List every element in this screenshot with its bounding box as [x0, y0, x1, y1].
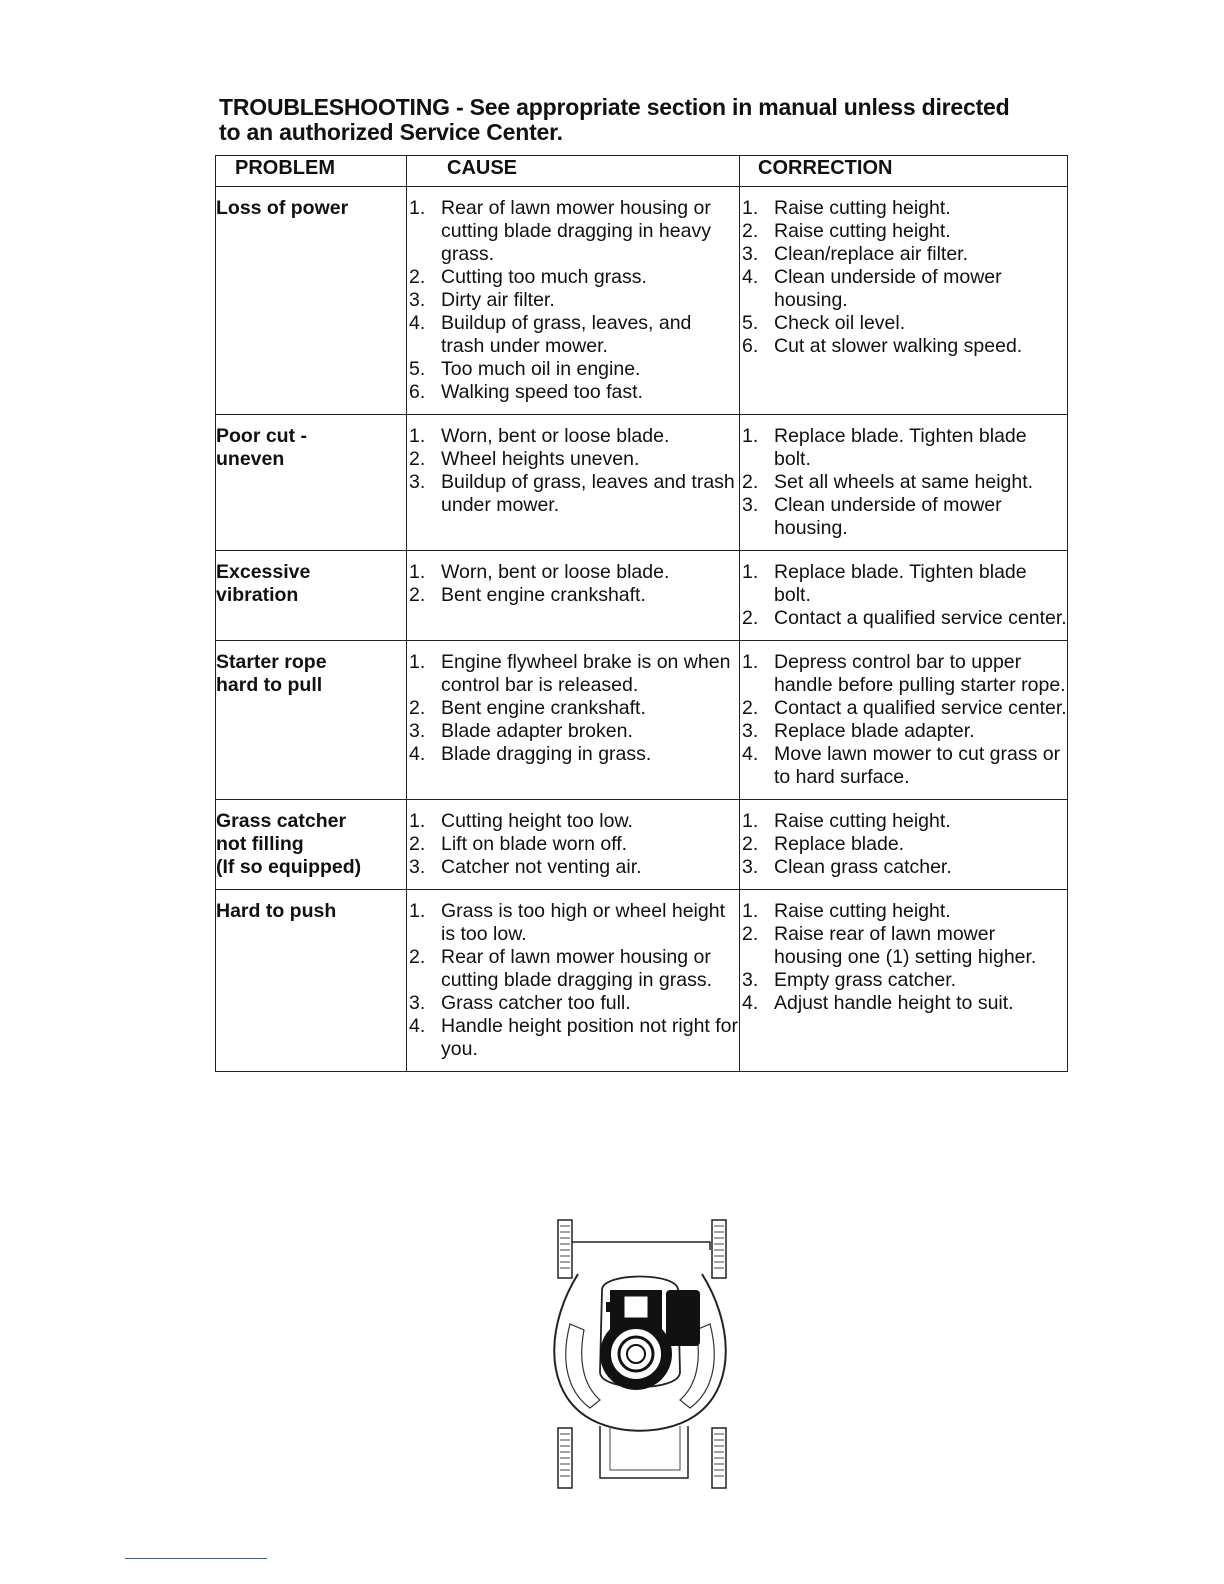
troubleshooting-table	[215, 155, 1068, 1072]
correction-item	[740, 923, 1067, 969]
correction-number: 1.	[742, 651, 759, 673]
cause-text: Engine flywheel brake is on when control bar is released.	[441, 651, 731, 696]
cause-item	[407, 743, 739, 766]
rear-left-wheel-icon	[558, 1220, 572, 1278]
correction-number: 1.	[742, 900, 759, 922]
cause-text: Catcher not venting air.	[441, 856, 642, 878]
correction-number: 2.	[742, 833, 759, 855]
cause-text: Rear of lawn mower housing or cutting blade dragging in heavy grass.	[441, 197, 711, 265]
lawn-mower-illustration	[540, 1212, 740, 1494]
correction-number: 1.	[742, 197, 759, 219]
cause-item	[407, 381, 739, 404]
problem-label: uneven	[216, 448, 285, 470]
cause-cell	[407, 551, 740, 641]
cause-number: 1.	[409, 197, 426, 219]
cause-item	[407, 358, 739, 381]
correction-item	[740, 810, 1067, 833]
cause-item	[407, 651, 739, 697]
cause-item	[407, 1015, 739, 1061]
correction-text: Clean/replace air filter.	[774, 243, 969, 265]
correction-item	[740, 651, 1067, 697]
correction-number: 4.	[742, 992, 759, 1014]
cause-number: 4.	[409, 312, 426, 334]
correction-item	[740, 743, 1067, 789]
problem-label: hard to pull	[216, 674, 323, 696]
table-header	[216, 156, 1068, 187]
correction-text: Raise cutting height.	[774, 810, 951, 832]
cause-number: 2.	[409, 584, 426, 606]
correction-number: 3.	[742, 720, 759, 742]
correction-number: 2.	[742, 697, 759, 719]
correction-number: 2.	[742, 607, 759, 629]
cause-item	[407, 946, 739, 992]
cause-item	[407, 448, 739, 471]
cause-item	[407, 810, 739, 833]
cause-text: Too much oil in engine.	[441, 358, 641, 380]
correction-text: Depress control bar to upper handle before pulling starter rope.	[774, 651, 1066, 696]
cause-number: 1.	[409, 561, 426, 583]
header-row	[216, 156, 1068, 187]
cause-item	[407, 720, 739, 743]
problem-header: PROBLEM	[216, 156, 407, 187]
correction-text: Check oil level.	[774, 312, 906, 334]
problem-label: Loss of power	[216, 197, 349, 219]
correction-item	[740, 425, 1067, 471]
correction-text: Clean underside of mower housing.	[774, 266, 1002, 311]
cause-text: Lift on blade worn off.	[441, 833, 628, 855]
correction-number: 3.	[742, 856, 759, 878]
correction-number: 4.	[742, 743, 759, 765]
correction-text: Clean grass catcher.	[774, 856, 952, 878]
cause-text: Blade dragging in grass.	[441, 743, 652, 765]
correction-number: 3.	[742, 243, 759, 265]
problem-label: Hard to push	[216, 900, 337, 922]
correction-item	[740, 494, 1067, 540]
correction-item	[740, 243, 1067, 266]
correction-number: 1.	[742, 810, 759, 832]
problem-label: vibration	[216, 584, 299, 606]
correction-number: 1.	[742, 425, 759, 447]
correction-item	[740, 697, 1067, 720]
cause-item	[407, 856, 739, 879]
table-row	[216, 187, 1068, 415]
cause-cell	[407, 800, 740, 890]
correction-cell	[740, 800, 1068, 890]
correction-item	[740, 856, 1067, 879]
correction-item	[740, 561, 1067, 607]
problem-cell	[216, 800, 407, 890]
correction-text: Raise cutting height.	[774, 197, 951, 219]
cause-item	[407, 584, 739, 607]
correction-number: 2.	[742, 471, 759, 493]
cause-text: Grass catcher too full.	[441, 992, 631, 1014]
correction-number: 6.	[742, 335, 759, 357]
cause-item	[407, 266, 739, 289]
cause-number: 2.	[409, 266, 426, 288]
problem-cell	[216, 890, 407, 1072]
correction-cell	[740, 551, 1068, 641]
problem-cell	[216, 551, 407, 641]
correction-number: 1.	[742, 561, 759, 583]
correction-number: 3.	[742, 494, 759, 516]
correction-item	[740, 266, 1067, 312]
cause-text: Walking speed too fast.	[441, 381, 643, 403]
cause-text: Buildup of grass, leaves, and trash under mower.	[441, 312, 692, 357]
title-line-1: TROUBLESHOOTING - See appropriate section in manual unless directed	[219, 94, 1010, 120]
cause-text: Grass is too high or wheel height is too low.	[441, 900, 725, 945]
table-row	[216, 551, 1068, 641]
cause-item	[407, 289, 739, 312]
correction-text: Cut at slower walking speed.	[774, 335, 1023, 357]
cause-item	[407, 197, 739, 266]
cause-number: 5.	[409, 358, 426, 380]
cause-text: Cutting too much grass.	[441, 266, 647, 288]
correction-item	[740, 900, 1067, 923]
correction-item	[740, 312, 1067, 335]
correction-item	[740, 220, 1067, 243]
cause-number: 1.	[409, 425, 426, 447]
correction-text: Raise cutting height.	[774, 900, 951, 922]
correction-item	[740, 197, 1067, 220]
problem-cell	[216, 415, 407, 551]
cause-text: Blade adapter broken.	[441, 720, 633, 742]
problem-label: Poor cut -	[216, 425, 307, 447]
cause-number: 3.	[409, 289, 426, 311]
cause-number: 2.	[409, 833, 426, 855]
problem-label: not filling	[216, 833, 304, 855]
correction-text: Replace blade.	[774, 833, 905, 855]
correction-text: Contact a qualified service center.	[774, 607, 1067, 629]
cause-text: Handle height position not right for you.	[441, 1015, 739, 1060]
correction-text: Clean underside of mower housing.	[774, 494, 1002, 539]
correction-cell	[740, 641, 1068, 800]
cause-text: Bent engine crankshaft.	[441, 697, 646, 719]
cause-cell	[407, 415, 740, 551]
problem-cell	[216, 641, 407, 800]
cause-item	[407, 900, 739, 946]
correction-text: Raise cutting height.	[774, 220, 951, 242]
correction-item	[740, 969, 1067, 992]
cause-item	[407, 425, 739, 448]
cause-item	[407, 697, 739, 720]
correction-text: Move lawn mower to cut grass or to hard surface.	[774, 743, 1061, 788]
problem-label: Starter rope	[216, 651, 327, 673]
problem-label: Excessive	[216, 561, 311, 583]
cause-text: Worn, bent or loose blade.	[441, 561, 670, 583]
correction-item	[740, 833, 1067, 856]
cause-number: 1.	[409, 651, 426, 673]
correction-text: Replace blade. Tighten blade bolt.	[774, 561, 1027, 606]
problem-label: (If so equipped)	[216, 856, 362, 878]
cause-text: Rear of lawn mower housing or cutting blade dragging in grass.	[441, 946, 713, 991]
cause-text: Bent engine crankshaft.	[441, 584, 646, 606]
correction-item	[740, 720, 1067, 743]
cause-item	[407, 992, 739, 1015]
correction-text: Raise rear of lawn mower housing one (1) setting higher.	[774, 923, 1037, 968]
cause-cell	[407, 641, 740, 800]
problem-cell	[216, 187, 407, 415]
cause-number: 3.	[409, 471, 426, 493]
table-row	[216, 800, 1068, 890]
cause-number: 1.	[409, 900, 426, 922]
correction-number: 2.	[742, 923, 759, 945]
cause-cell	[407, 187, 740, 415]
cause-text: Cutting height too low.	[441, 810, 633, 832]
table-body	[216, 187, 1068, 1072]
correction-text: Contact a qualified service center.	[774, 697, 1067, 719]
cause-number: 3.	[409, 856, 426, 878]
cause-item	[407, 471, 739, 517]
cause-number: 4.	[409, 743, 426, 765]
cause-number: 6.	[409, 381, 426, 403]
correction-text: Set all wheels at same height.	[774, 471, 1034, 493]
cause-number: 3.	[409, 992, 426, 1014]
cause-number: 2.	[409, 697, 426, 719]
cause-text: Buildup of grass, leaves and trash under mower.	[441, 471, 735, 516]
correction-text: Empty grass catcher.	[774, 969, 957, 991]
correction-cell	[740, 890, 1068, 1072]
cause-number: 4.	[409, 1015, 426, 1037]
correction-item	[740, 471, 1067, 494]
table-row	[216, 641, 1068, 800]
table-row	[216, 415, 1068, 551]
cause-number: 2.	[409, 946, 426, 968]
table-row	[216, 890, 1068, 1072]
cause-number: 3.	[409, 720, 426, 742]
cause-item	[407, 561, 739, 584]
correction-text: Replace blade adapter.	[774, 720, 975, 742]
cause-item	[407, 312, 739, 358]
cause-item	[407, 833, 739, 856]
cause-text: Dirty air filter.	[441, 289, 555, 311]
correction-number: 2.	[742, 220, 759, 242]
title-line-2: to an authorized Service Center.	[219, 119, 563, 145]
problem-label: Grass catcher	[216, 810, 347, 832]
cause-text: Wheel heights uneven.	[441, 448, 640, 470]
correction-number: 4.	[742, 266, 759, 288]
rear-right-wheel-icon	[712, 1220, 726, 1278]
cause-number: 1.	[409, 810, 426, 832]
cause-text: Worn, bent or loose blade.	[441, 425, 670, 447]
correction-item	[740, 992, 1067, 1015]
correction-text: Replace blade. Tighten blade bolt.	[774, 425, 1027, 470]
correction-item	[740, 335, 1067, 358]
cause-header: CAUSE	[407, 156, 740, 187]
cause-number: 2.	[409, 448, 426, 470]
correction-item	[740, 607, 1067, 630]
correction-text: Adjust handle height to suit.	[774, 992, 1014, 1014]
correction-number: 3.	[742, 969, 759, 991]
correction-header: CORRECTION	[740, 156, 1068, 187]
correction-number: 5.	[742, 312, 759, 334]
correction-cell	[740, 187, 1068, 415]
page-title	[219, 95, 1079, 145]
correction-cell	[740, 415, 1068, 551]
cause-cell	[407, 890, 740, 1072]
footer-rule	[125, 1558, 267, 1559]
